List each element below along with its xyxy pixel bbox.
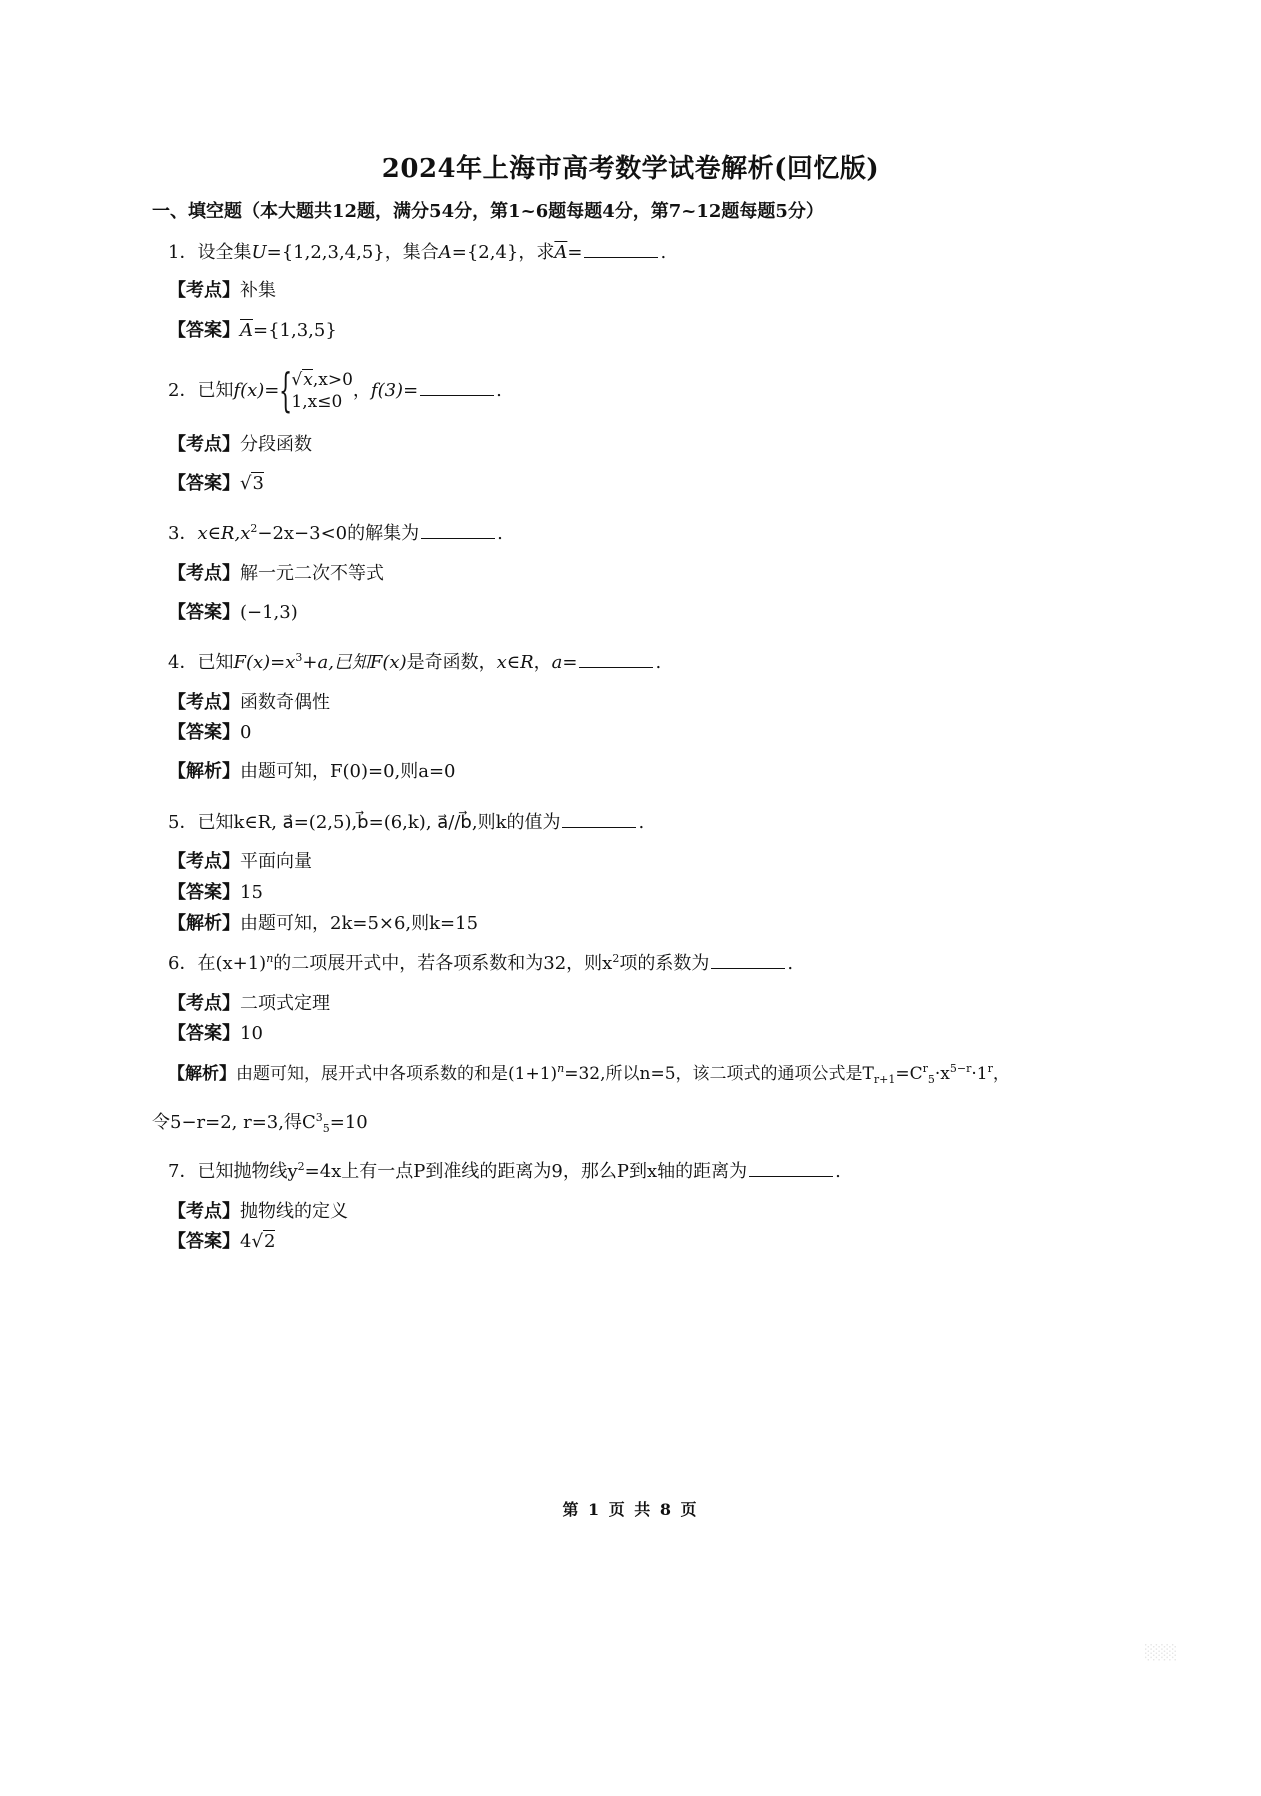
q5-answer: 【答案】15 <box>168 882 263 903</box>
q6-jiexi: 【解析】由题可知，展开式中各项系数的和是$(1+1)^n=32$,所以n=5，该二项式的通项公式是$T_{r+1}=C^r_5\cdot x^{5-r}\cdot 1^r$， <box>168 1062 1010 1086</box>
q5-jiexi: 【解析】由题可知，2k=5×6,则k=15 <box>168 913 479 934</box>
q6-answer: 【答案】10 <box>168 1023 263 1044</box>
question-3: 3．$x\in R,x^2-2x-3<0$的解集为 . <box>168 522 503 544</box>
q1-kaodian: 【考点】补集 <box>168 280 276 301</box>
q2-answer: 【答案】√3 <box>168 473 264 494</box>
q4-answer: 【答案】0 <box>168 722 252 743</box>
q7-kaodian: 【考点】抛物线的定义 <box>168 1201 348 1222</box>
page-title: 2024年上海市高考数学试卷解析(回忆版) <box>381 154 880 184</box>
answer-blank <box>749 1160 833 1177</box>
question-2: 2．已知f(x)= { √x,x>0 1,x≤0，f(3)= . <box>168 363 502 417</box>
q3-answer: 【答案】(−1,3) <box>168 602 298 623</box>
question-7: 7．已知抛物线$y^2=4x$上有一点P到准线的距离为9，那么P到x轴的距离为 . <box>168 1160 841 1182</box>
q3-kaodian: 【考点】解一元二次不等式 <box>168 563 384 584</box>
answer-blank <box>420 379 494 396</box>
answer-blank <box>584 241 658 258</box>
q1-answer: 【答案】$\overline{A}=\{1,3,5\}$ <box>168 320 337 341</box>
page-footer: 第 1 页 共 8 页 <box>562 1500 699 1519</box>
q2-kaodian: 【考点】分段函数 <box>168 434 312 455</box>
q5-kaodian: 【考点】平面向量 <box>168 851 312 872</box>
answer-blank <box>711 952 785 969</box>
section-heading: 一、填空题（本大题共12题，满分54分，第1~6题每题4分，第7~12题每题5分） <box>152 201 824 222</box>
q4-kaodian: 【考点】函数奇偶性 <box>168 692 330 713</box>
answer-blank <box>421 522 495 539</box>
q6-kaodian: 【考点】二项式定理 <box>168 993 330 1014</box>
question-5: 5．已知k∈R, a⃗=(2,5),b⃗=(6,k), a⃗//b⃗,则k的值为 . <box>168 812 645 833</box>
answer-blank <box>562 811 636 828</box>
question-1: 1．设全集U={1,2,3,4,5}，集合A={2,4}，求$\overline{A}=$ . <box>168 242 667 263</box>
q4-jiexi: 【解析】由题可知，F(0)=0,则a=0 <box>168 761 456 782</box>
question-4: 4．已知$F(x)=x^3+a$,已知F(x)是奇函数，x∈R，a= . <box>168 651 662 673</box>
faint-watermark-mark: ░░░ <box>1145 1645 1178 1661</box>
question-6: 6．在$(x+1)^n$的二项展开式中，若各项系数和为32，则$x^2$项的系数为 . <box>168 952 794 974</box>
answer-blank <box>579 651 653 668</box>
piecewise-function: { √x,x>0 1,x≤0 <box>279 363 353 417</box>
q6-jiexi-cont: 令5−r=2, r=3,得$C^3_5=10$ <box>152 1111 368 1135</box>
q7-answer: 【答案】4√2 <box>168 1231 276 1252</box>
